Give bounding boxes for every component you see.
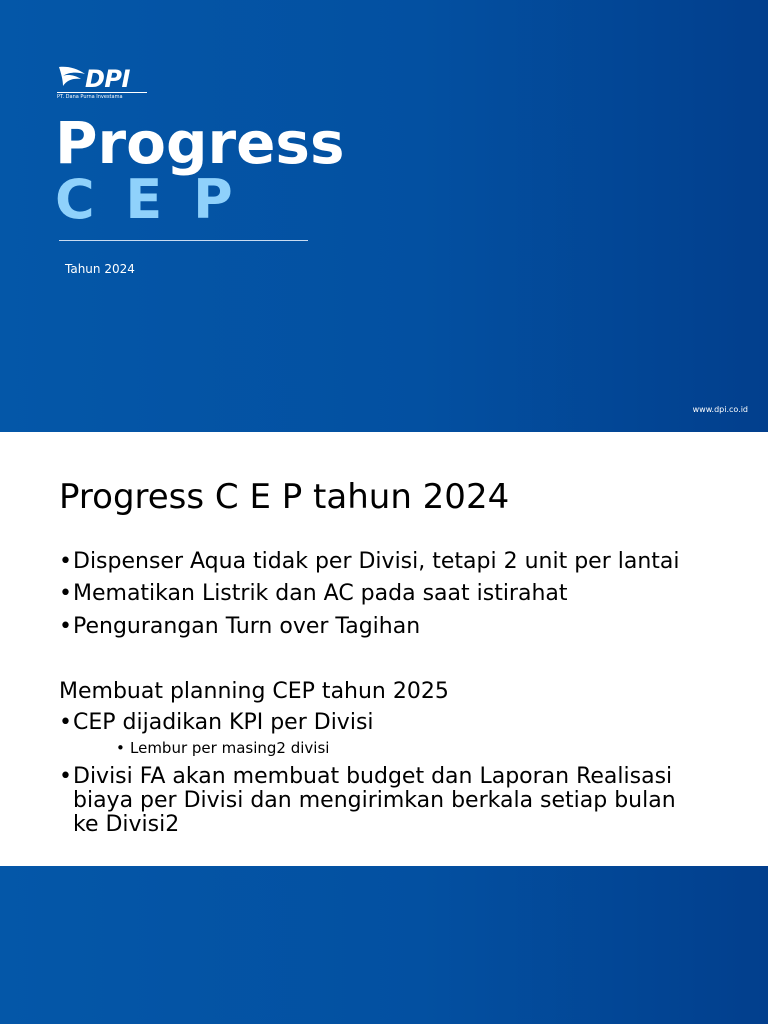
company-logo <box>57 64 141 100</box>
planning-heading: Membuat planning CEP tahun 2025 <box>59 679 449 704</box>
website-footer: www.dpi.co.id <box>692 405 748 414</box>
bullet-icon: • <box>59 581 72 606</box>
sub-list-item <box>116 739 329 757</box>
bullet-text: Dispenser Aqua tidak per Divisi, tetapi 2 unit per lantai <box>73 549 680 574</box>
bullet-icon: • <box>59 710 72 735</box>
bullet-icon: • <box>59 764 72 789</box>
bullet-text: Divisi FA akan membuat budget dan Laporan Realisasi biaya per Divisi dan mengirimkan berkala setiap bulan ke Divisi2 <box>73 764 676 837</box>
cover-year: Tahun 2024 <box>65 262 135 276</box>
list-item <box>59 765 699 837</box>
next-slide-preview <box>0 866 768 1024</box>
bullet-text: Pengurangan Turn over Tagihan <box>73 614 421 639</box>
list-item <box>59 615 709 639</box>
sub-bullet-icon: • <box>116 739 125 757</box>
bullet-text: CEP dijadikan KPI per Divisi <box>73 710 374 735</box>
title-divider <box>59 240 308 241</box>
sub-bullet-text: Lembur per masing2 divisi <box>130 739 330 757</box>
cover-slide <box>0 0 768 432</box>
logo-wordmark: DPI <box>85 65 130 93</box>
bullet-icon: • <box>59 614 72 639</box>
logo-swoosh-icon <box>57 64 87 90</box>
bullet-text: Mematikan Listrik dan AC pada saat istirahat <box>73 581 568 606</box>
content-title: Progress C E P tahun 2024 <box>59 477 510 517</box>
list-item <box>59 550 709 574</box>
bullet-icon: • <box>59 549 72 574</box>
logo-tagline: PT. Dana Purna Investama <box>57 92 147 100</box>
cover-subtitle: C E P <box>55 168 239 231</box>
list-item <box>59 711 709 735</box>
cover-title: Progress <box>55 109 345 177</box>
list-item <box>59 582 709 606</box>
